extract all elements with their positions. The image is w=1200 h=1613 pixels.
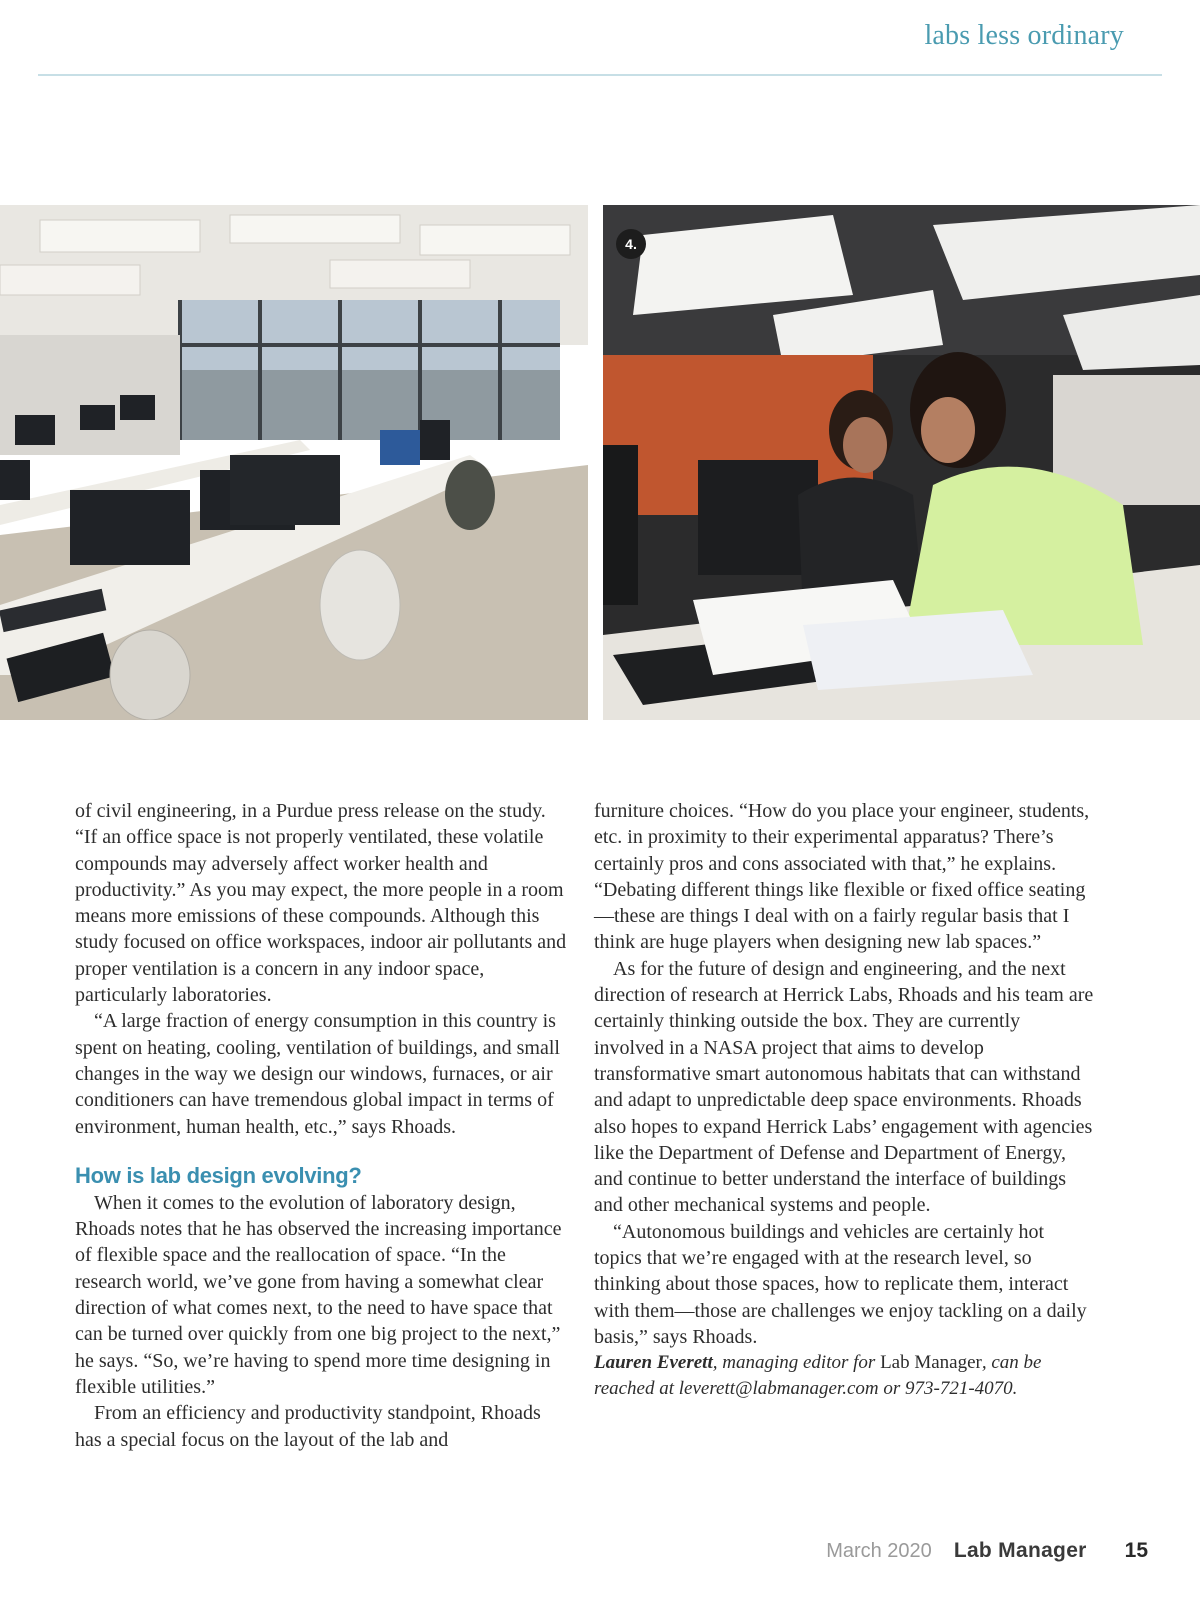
- magazine-name: Lab Manager: [953, 1539, 1087, 1562]
- publication-name: Lab Manager: [880, 1352, 982, 1374]
- section-subhead: How is lab design evolving?: [75, 1162, 362, 1188]
- author-credit: [594, 1350, 1094, 1402]
- paragraph: As for the future of design and engineering, and the next direction of research at Herrick Labs, Rhoads and his team are certainly thinking outside the box. They are currently involved in a NASA project that aims to develop transformative smart autonomous habitats that can withstand and adapt to unpredictable deep space environments. Rhoads also hopes to expand Herrick Labs’ engagement with agencies like the Department of Defense and Department of Energy, and continue to better understand the interface of buildings and other mechanical systems and people.: [594, 957, 1094, 1217]
- office-lab-photo: [0, 205, 588, 720]
- author-role: , managing editor for: [712, 1352, 881, 1374]
- article-left-column: [75, 798, 570, 1453]
- section-tag: labs less ordinary: [924, 20, 1124, 51]
- paragraph: “Autonomous buildings and vehicles are certainly hot topics that we’re engaged with at the research level, so thinking about those spaces, how to replicate them, interact with them—those are challenges we enjoy tackling on a daily basis,” says Rhoads.: [594, 1220, 1087, 1348]
- header-rule: [38, 74, 1162, 76]
- page-footer: [826, 1539, 1148, 1563]
- photo-number-badge: 4.: [616, 229, 646, 259]
- author-name: Lauren Everett: [594, 1352, 713, 1374]
- paragraph: “A large fraction of energy consumption in this country is spent on heating, cooling, ventilation of buildings, and small changes in the way we design our windows, furnaces, or air conditioners can have tremendous global impact in terms of environment, human health, etc.,” says Rhoads.: [75, 1010, 560, 1138]
- paragraph: of civil engineering, in a Purdue press release on the study. “If an office space is not properly ventilated, these volatile compounds may adversely affect worker health and productivity.” As you may expect, the more people in a room means more emissions of these compounds. Although this study focused on office workspaces, indoor air pollutants and proper ventilation is a concern in any indoor space, particularly laboratories.: [75, 800, 567, 1007]
- author-contact: , can be reached at leverett@labmanager.com or 973-721-4070.: [594, 1352, 1042, 1400]
- paragraph: furniture choices. “How do you place your engineer, students, etc. in proximity to their experimental apparatus? There’s certainly pros and cons associated with that,” he explains. “Debating different things like flexible or fixed office seating—these are things I deal with on a fairly regular basis that I think are huge players when designing new lab spaces.”: [594, 800, 1090, 954]
- paragraph: When it comes to the evolution of laboratory design, Rhoads notes that he has observed the increasing importance of flexible space and the reallocation of space. “In the research world, we’ve gone from having a somewhat clear direction of what comes next, to the need to have space that can be turned over quickly from one big project to the next,” he says. “So, we’re having to spend more time designing in flexible utilities.”: [75, 1191, 562, 1398]
- issue-date: March 2020: [826, 1540, 932, 1562]
- page-number: 15: [1124, 1539, 1148, 1562]
- paragraph: From an efficiency and productivity standpoint, Rhoads has a special focus on the layout of the lab and: [75, 1402, 541, 1451]
- researchers-photo: [603, 205, 1200, 720]
- article-right-column: [594, 798, 1094, 1402]
